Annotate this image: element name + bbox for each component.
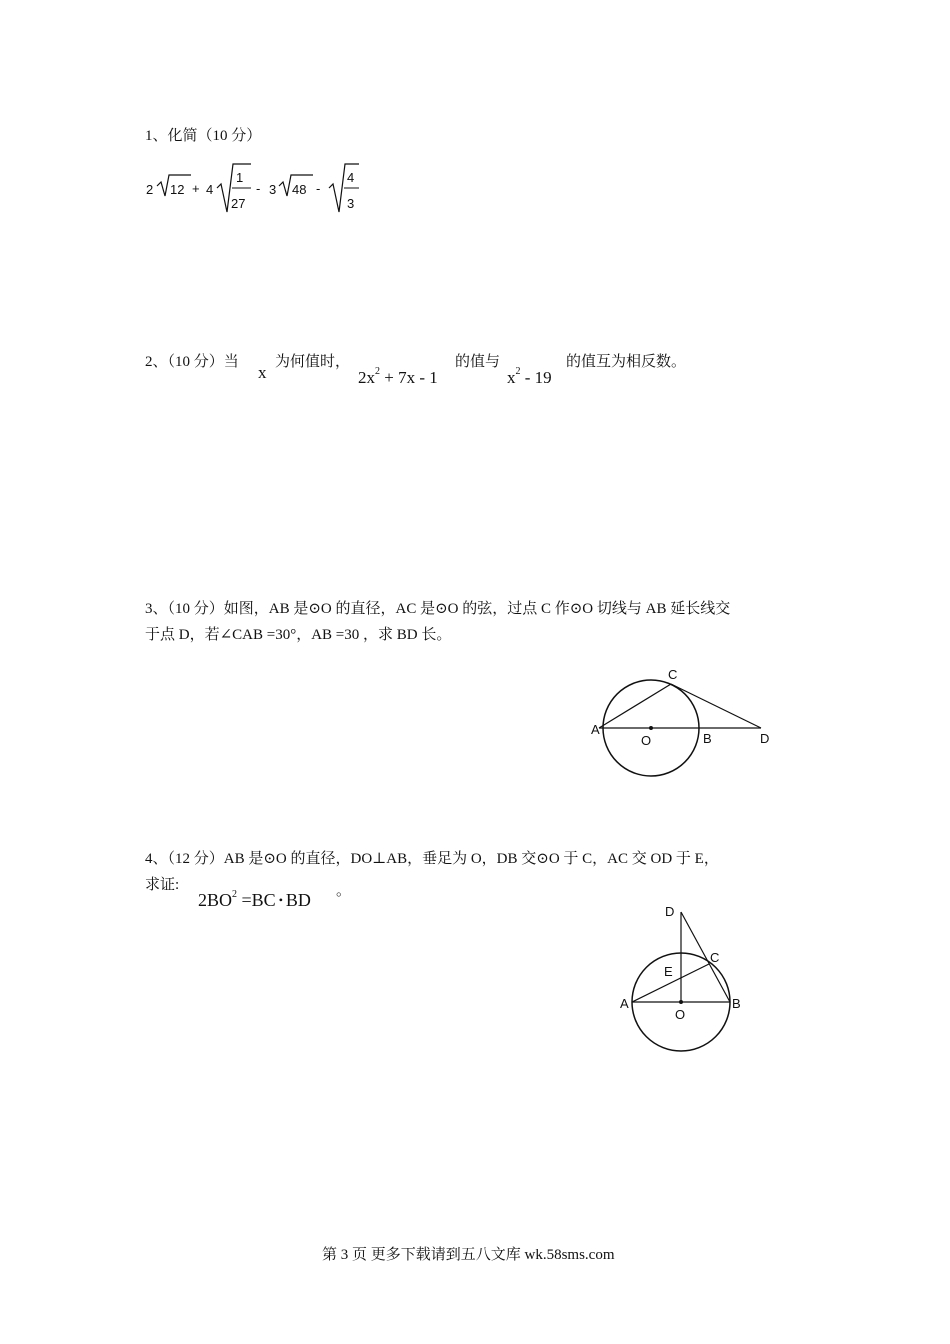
problem-3-line-1: 3、（10 分）如图，AB 是⊙O 的直径，AC 是⊙O 的弦，过点 C 作⊙O 切线与 AB 延长线交: [145, 601, 731, 617]
label-a: A: [620, 996, 629, 1011]
label-o: O: [641, 733, 652, 748]
problem-2-expr2: $x^2 - 19$: [507, 366, 552, 387]
problem-2-expr1: $2x^2 + 7x - 1$: [358, 366, 438, 387]
tangent-cd: [671, 684, 761, 728]
op-minus-1: -: [256, 181, 261, 196]
center-dot: [649, 726, 653, 730]
term4-numerator: 4: [347, 170, 355, 185]
label-c: C: [668, 667, 678, 682]
term1-coef: 2: [146, 182, 154, 197]
problem-4-line-2: 求证:: [145, 877, 180, 893]
label-a: A: [591, 722, 600, 737]
term3-coef: 3: [269, 182, 277, 197]
chord-ac: [599, 684, 671, 728]
label-b: B: [732, 996, 741, 1011]
label-c: C: [710, 950, 720, 965]
page-footer: 第 3 页 更多下载请到五八文库 wk.58sms.com: [322, 1247, 615, 1263]
term4-denominator: 3: [347, 196, 355, 211]
problem-2-text-d: 的值互为相反数。: [566, 354, 687, 370]
problem-2-text-c: 的值与: [455, 354, 501, 370]
term2-numerator: 1: [236, 170, 244, 185]
problem-4-figure: [612, 898, 772, 1058]
op-minus-2: -: [316, 181, 321, 196]
op-plus: +: [192, 181, 200, 196]
problem-4-line-1: 4、（12 分）AB 是⊙O 的直径，DO⊥AB，垂足为 O，DB 交⊙O 于 C，AC 交 OD 于 E，: [145, 851, 719, 867]
label-e: E: [664, 964, 673, 979]
term2-coef: 4: [206, 182, 214, 197]
problem-1-expression: [143, 160, 383, 220]
term3-radicand: 48: [292, 182, 307, 197]
center-dot: [679, 1000, 683, 1004]
problem-3-line-2: 于点 D，若∠CAB =30°，AB =30 ，求 BD 长。: [145, 627, 452, 643]
problem-3-figure: [585, 660, 785, 790]
problem-2-text-a: 2、（10 分）当: [145, 354, 239, 370]
label-o: O: [675, 1007, 686, 1022]
term1-radicand: 12: [170, 182, 185, 197]
term2-denominator: 27: [231, 196, 246, 211]
label-d: D: [665, 904, 675, 919]
problem-4-mark: 。: [336, 883, 352, 899]
segment-db: [681, 912, 730, 1002]
problem-2-var-x: x: [258, 363, 267, 382]
problem-4-formula: $2BO^2 =BC$ • BD: [198, 889, 311, 910]
label-b: B: [703, 731, 712, 746]
problem-2-text-b: 为何值时，: [275, 354, 351, 370]
label-d: D: [760, 731, 770, 746]
problem-1-title: 1、化简（10 分）: [145, 128, 262, 144]
